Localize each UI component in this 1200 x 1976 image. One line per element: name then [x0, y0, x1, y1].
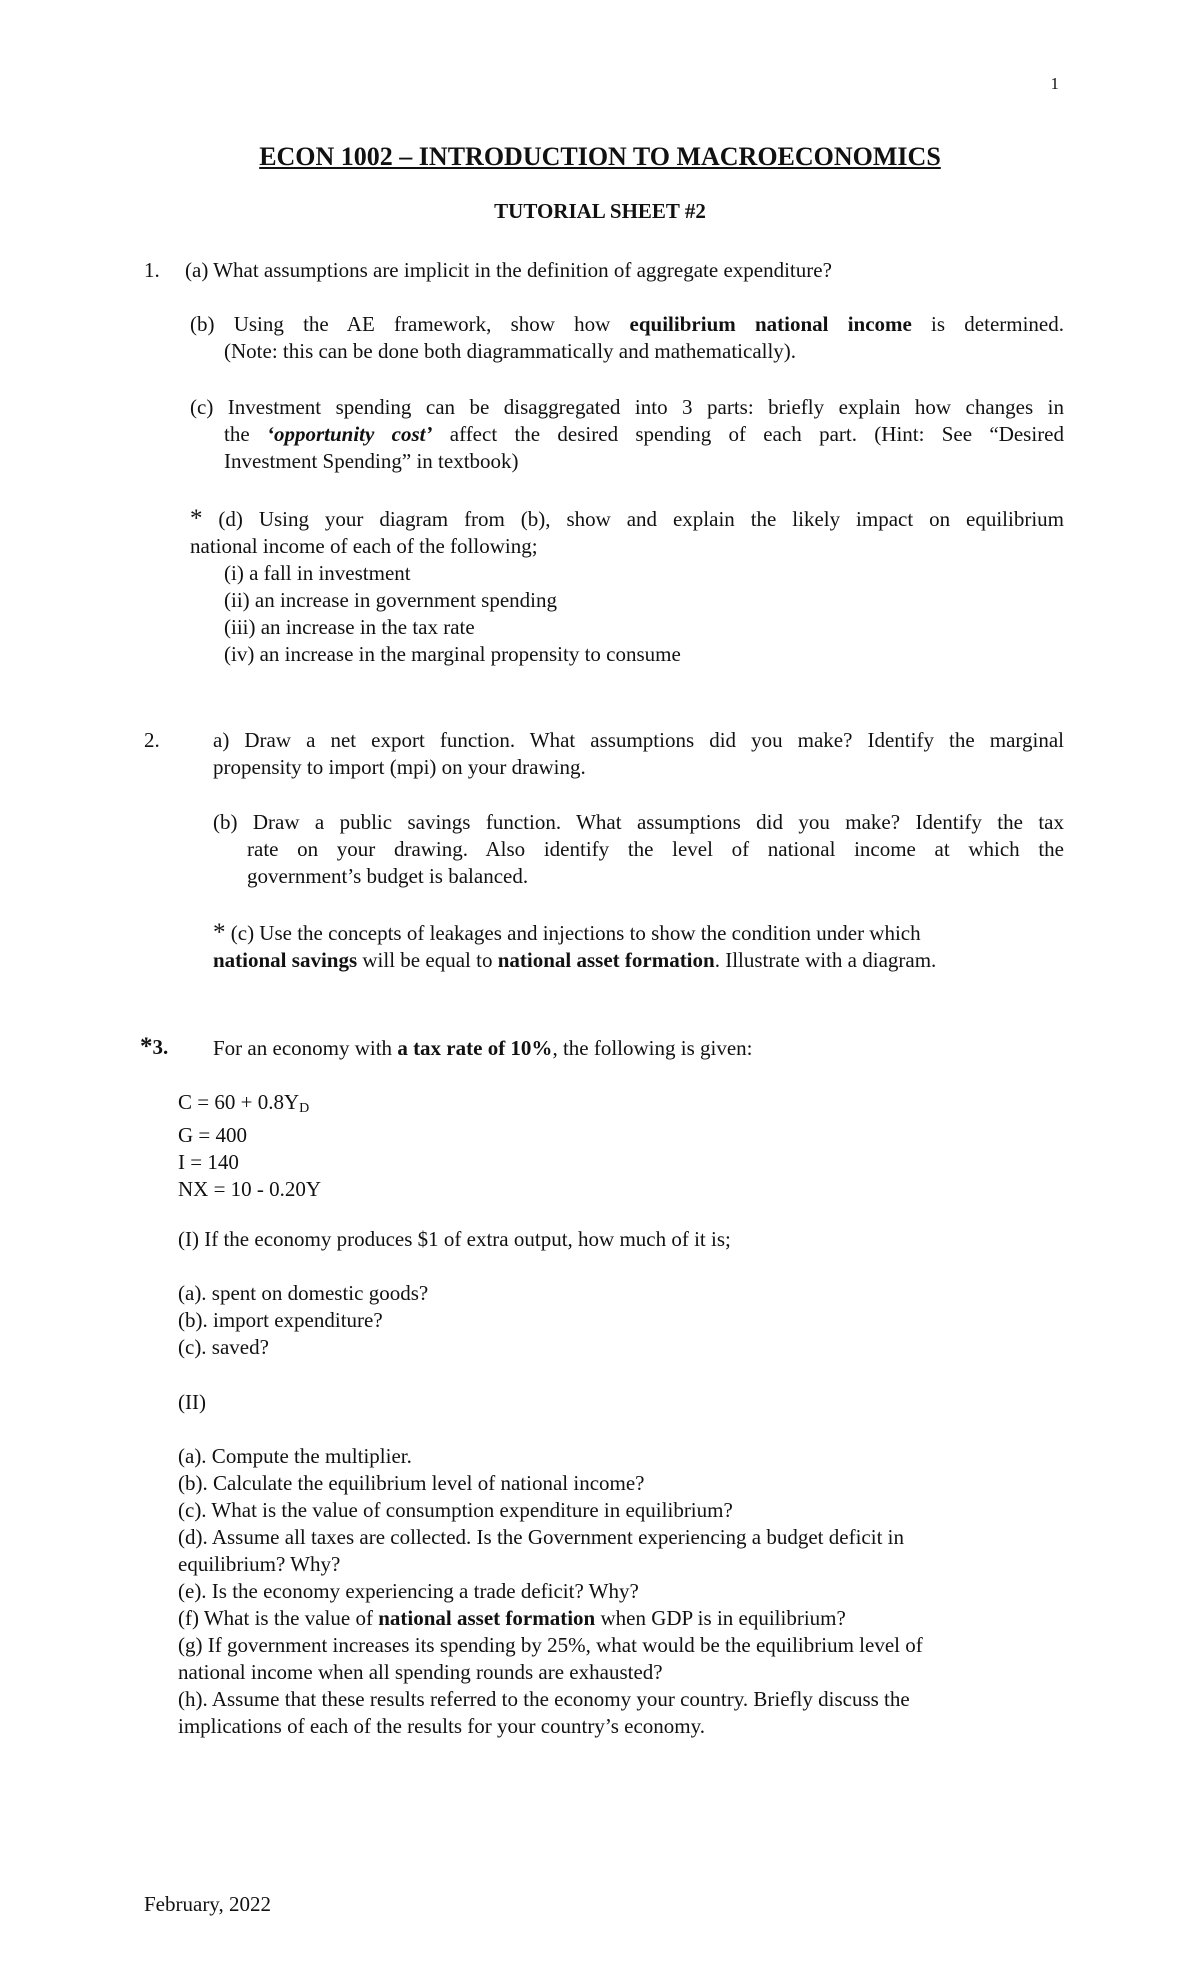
star-marker: *	[213, 919, 226, 946]
document-subtitle: TUTORIAL SHEET #2	[494, 199, 706, 223]
part-2-item-b: (b). Calculate the equilibrium level of national income?	[178, 1471, 645, 1495]
question-1d-line1: * (d) Using your diagram from (b), show and explain the likely impact on equilibrium	[190, 505, 1064, 532]
part-2-list	[178, 1443, 923, 1740]
question-2c	[213, 919, 1073, 974]
question-2a-line1: a) Draw a net export function. What assumptions did you make? Identify the marginal	[213, 728, 1064, 752]
part-2-heading: (II)	[178, 1390, 206, 1414]
equation-net-exports: NX = 10 - 0.20Y	[178, 1177, 322, 1201]
part-1-list	[178, 1280, 428, 1361]
question-1b-line2: (Note: this can be done both diagrammatically and mathematically).	[224, 339, 797, 363]
part-2-item-f: (f) What is the value of national asset formation when GDP is in equilibrium?	[178, 1606, 846, 1630]
star-marker: *	[140, 1033, 153, 1060]
question-1d-line2: national income of each of the following;	[190, 534, 538, 558]
question-1d-item: (ii) an increase in government spending	[224, 588, 557, 612]
question-1d-item: (i) a fall in investment	[224, 561, 411, 585]
question-2c-line2: national savings will be equal to national asset formation. Illustrate with a diagram.	[213, 948, 937, 972]
question-2a-line2: propensity to import (mpi) on your drawing.	[213, 755, 586, 779]
question-1a: (a) What assumptions are implicit in the definition of aggregate expenditure?	[185, 258, 832, 282]
footer-date: February, 2022	[144, 1892, 271, 1916]
question-2b	[213, 809, 1064, 890]
part-2-item-a: (a). Compute the multiplier.	[178, 1444, 412, 1468]
part-2-item-d-cont: equilibrium? Why?	[178, 1552, 341, 1576]
question-2-number: 2.	[144, 728, 160, 752]
question-1c-line1: (c) Investment spending can be disaggregated into 3 parts: briefly explain how changes in	[190, 395, 1064, 419]
equation-investment: I = 140	[178, 1150, 239, 1174]
equation-consumption: $C = 60 + 0.8Y_D$	[178, 1090, 310, 1116]
part-1-heading: (I) If the economy produces $1 of extra output, how much of it is;	[178, 1227, 731, 1251]
question-1c	[190, 394, 1064, 475]
question-1d-item: (iii) an increase in the tax rate	[224, 615, 475, 639]
question-2a	[213, 727, 1064, 781]
part-1-item: (a). spent on domestic goods?	[178, 1281, 429, 1305]
equation-government: G = 400	[178, 1123, 248, 1147]
question-1b	[190, 311, 1064, 365]
question-3-intro: For an economy with a tax rate of 10%, the following is given:	[213, 1036, 753, 1060]
question-2b-line2: rate on your drawing. Also identify the level of national income at which the	[247, 837, 1064, 861]
star-marker: *	[190, 505, 203, 532]
question-2c-line1: * (c) Use the concepts of leakages and injections to show the condition under which	[213, 919, 921, 946]
part-1-item: (b). import expenditure?	[178, 1308, 383, 1332]
question-2b-line1: (b) Draw a public savings function. What assumptions did you make? Identify the tax	[213, 810, 1064, 834]
part-2-item-g: (g) If government increases its spending by 25%, what would be the equilibrium level of	[178, 1633, 923, 1657]
question-1c-line3: Investment Spending” in textbook)	[224, 449, 519, 473]
document-title: ECON 1002 – INTRODUCTION TO MACROECONOMICS	[259, 142, 941, 171]
page-number: 1	[1050, 74, 1059, 93]
part-2-item-d: (d). Assume all taxes are collected. Is the Government experiencing a budget deficit in	[178, 1525, 904, 1549]
part-2-item-c: (c). What is the value of consumption expenditure in equilibrium?	[178, 1498, 733, 1522]
part-2-item-e: (e). Is the economy experiencing a trade deficit? Why?	[178, 1579, 639, 1603]
question-1-number: 1.	[144, 258, 160, 282]
part-2-item-h-cont: implications of each of the results for your country’s economy.	[178, 1714, 705, 1738]
part-2-item-h: (h). Assume that these results referred to the economy your country. Briefly discuss the	[178, 1687, 910, 1711]
question-2b-line3: government’s budget is balanced.	[247, 864, 529, 888]
equations-block	[178, 1089, 321, 1203]
question-1d	[190, 505, 1064, 668]
part-2-item-g-cont: national income when all spending rounds are exhausted?	[178, 1660, 663, 1684]
question-1c-line2: the ‘opportunity cost’ affect the desired spending of each part. (Hint: See “Desired	[224, 422, 1065, 446]
question-1b-line1: (b) Using the AE framework, show how equilibrium national income is determined.	[190, 312, 1064, 336]
question-3-number: *3.	[140, 1033, 169, 1060]
part-1-item: (c). saved?	[178, 1335, 269, 1359]
question-1d-item: (iv) an increase in the marginal propensity to consume	[224, 642, 681, 666]
